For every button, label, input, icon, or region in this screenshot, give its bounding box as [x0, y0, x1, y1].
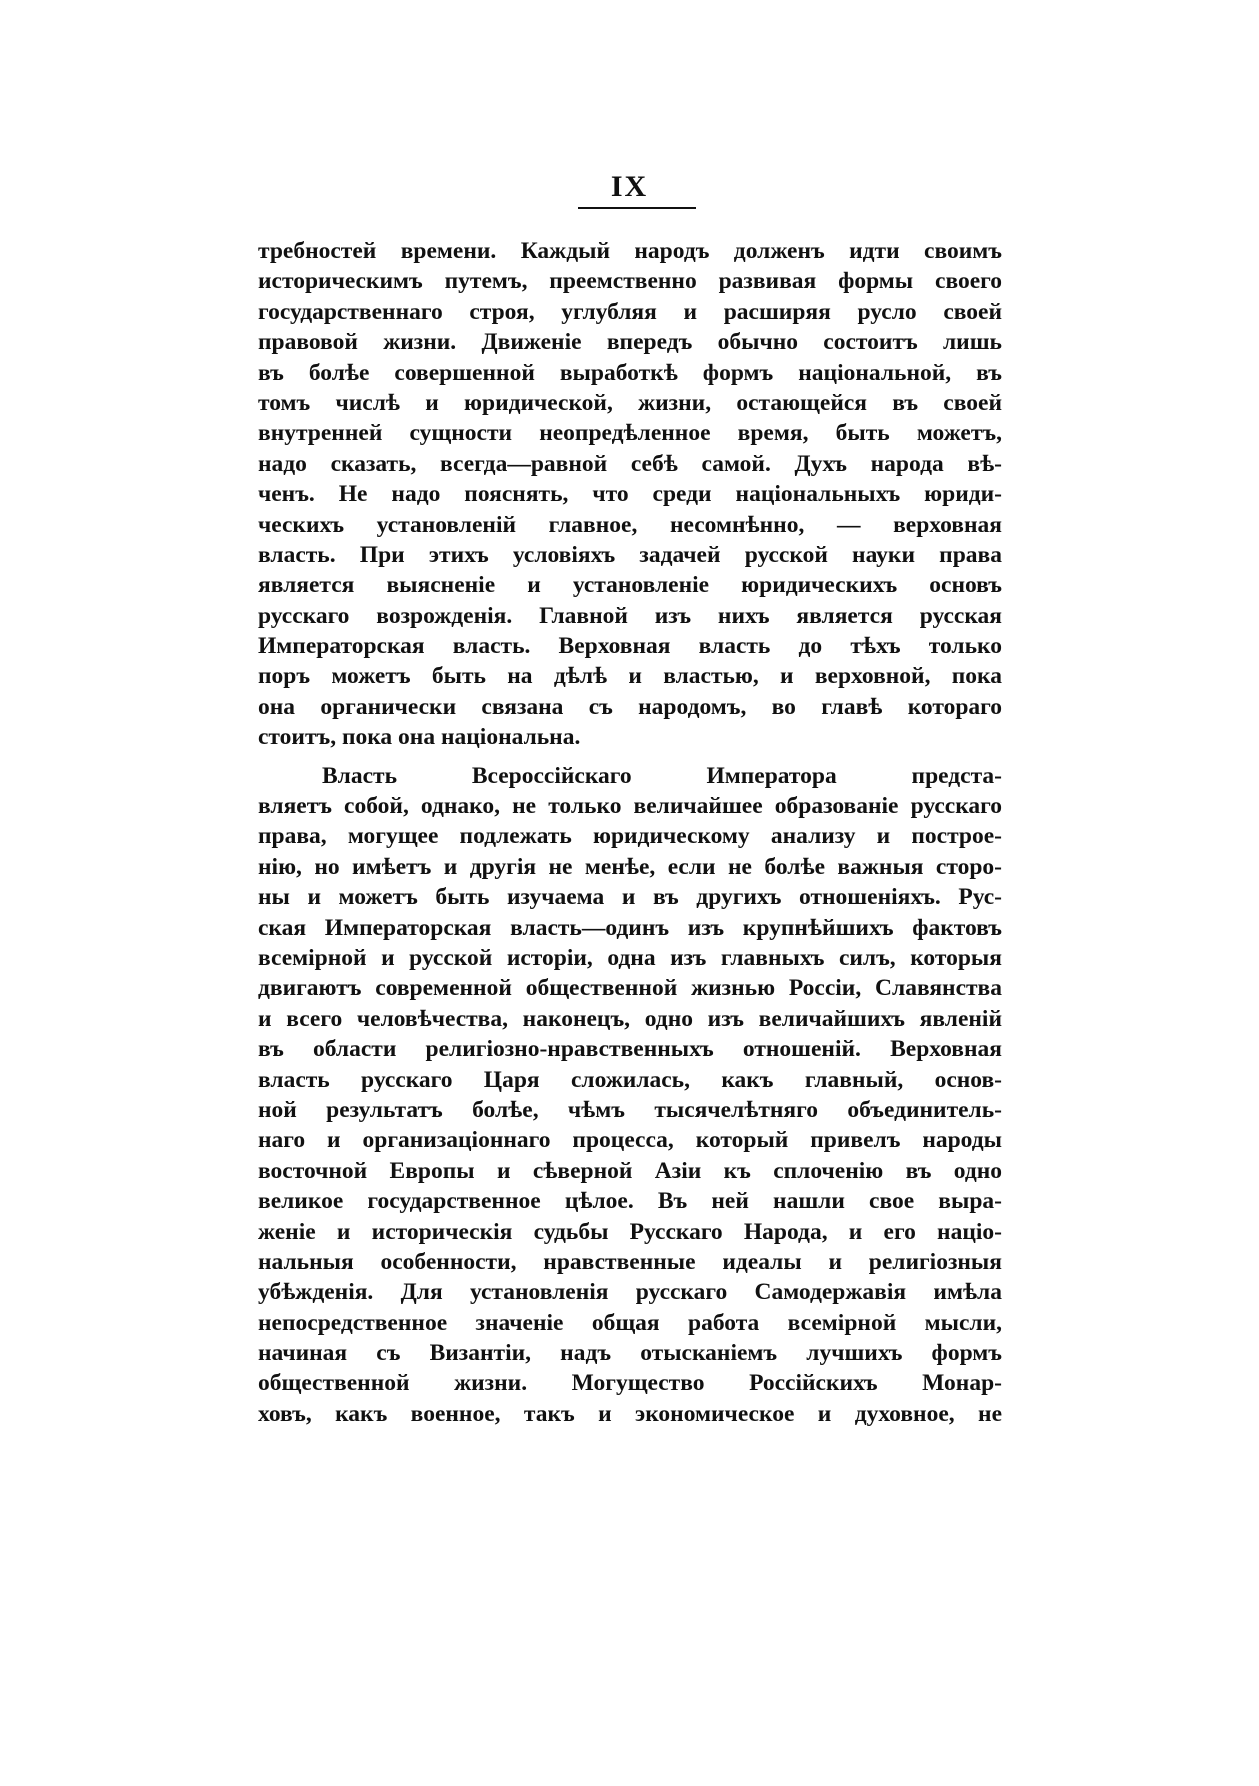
text-line: вляетъ собой, однако, не только величайшее образованіе русскаго — [258, 793, 1002, 820]
text-line: надо сказать, всегда—равной себѣ самой. Духъ народа вѣ- — [258, 450, 1002, 477]
text-line: наго и организаціоннаго процесса, который привелъ народы — [258, 1127, 1002, 1154]
text-line: нальныя особенности, нравственные идеалы и религіозныя — [258, 1248, 1002, 1275]
text-line: ская Императорская власть—одинъ изъ крупнѣйшихъ фактовъ — [258, 914, 1002, 941]
body-text — [258, 236, 1002, 1429]
text-line: власть. При этихъ условіяхъ задачей русской науки права — [258, 541, 1002, 568]
text-line: Власть Всероссійскаго Императора предста- — [322, 762, 1002, 789]
text-line: непосредственное значеніе общая работа всемірной мысли, — [258, 1309, 1002, 1336]
text-line: ховъ, какъ военное, такъ и экономическое и духовное, не — [258, 1400, 1002, 1427]
text-line: въ области религіозно-нравственныхъ отношеній. Верховная — [258, 1036, 1002, 1063]
text-line: она органически связана съ народомъ, во главѣ котораго — [258, 693, 1002, 720]
header-rule — [578, 207, 696, 209]
text-line: государственнаго строя, углубляя и расширяя русло своей — [258, 298, 1002, 325]
text-line: внутренней сущности неопредѣленное время, быть можетъ, — [258, 420, 1002, 447]
page-header — [0, 170, 1259, 204]
text-line: восточной Европы и сѣверной Азіи къ сплоченію въ одно — [258, 1157, 1002, 1184]
text-line: великое государственное цѣлое. Въ ней нашли свое выра- — [258, 1188, 1002, 1215]
text-line: русскаго возрожденія. Главной изъ нихъ является русская — [258, 602, 1002, 629]
text-line: ной результатъ болѣе, чѣмъ тысячелѣтняго объединитель- — [258, 1096, 1002, 1123]
text-line: женіе и историческія судьбы Русскаго Народа, и его націо- — [258, 1218, 1002, 1245]
text-line: убѣжденія. Для установленія русскаго Самодержавія имѣла — [258, 1279, 1002, 1306]
text-line: историческимъ путемъ, преемственно развивая формы своего — [258, 268, 1002, 295]
text-line: стоитъ, пока она національна. — [258, 724, 581, 751]
text-line: и всего человѣчества, наконецъ, одно изъ величайшихъ явленій — [258, 1005, 1002, 1032]
page-number: IX — [610, 170, 649, 203]
paragraph-1 — [258, 236, 1002, 753]
text-line: общественной жизни. Могущество Россійскихъ Монар- — [258, 1370, 1002, 1397]
text-line: ческихъ установленій главное, несомнѣнно, — верховная — [258, 511, 1002, 538]
text-line: права, могущее подлежать юридическому анализу и построе- — [258, 823, 1002, 850]
text-line: является выясненіе и установленіе юридическихъ основъ — [258, 572, 1002, 599]
text-line: правовой жизни. Движеніе впередъ обычно состоитъ лишь — [258, 329, 1002, 356]
text-line: ченъ. Не надо пояснять, что среди національныхъ юриди- — [258, 481, 1002, 508]
text-line: двигаютъ современной общественной жизнью Россіи, Славянства — [258, 975, 1002, 1002]
text-line: въ болѣе совершенной выработкѣ формъ національной, въ — [258, 359, 1002, 386]
text-line: поръ можетъ быть на дѣлѣ и властью, и верховной, пока — [258, 663, 1002, 690]
text-line: власть русскаго Царя сложилась, какъ главный, основ- — [258, 1066, 1002, 1093]
text-line: Императорская власть. Верховная власть до тѣхъ только — [258, 633, 1002, 660]
text-line: нію, но имѣетъ и другія не менѣе, если не болѣе важныя сторо- — [258, 853, 1002, 880]
text-line: всемірной и русской исторіи, одна изъ главныхъ силъ, которыя — [258, 944, 1002, 971]
text-line: томъ числѣ и юридической, жизни, остающейся въ своей — [258, 389, 1002, 416]
text-line: ны и можетъ быть изучаема и въ другихъ отношеніяхъ. Рус- — [258, 884, 1002, 911]
paragraph-2 — [258, 761, 1002, 1430]
text-line: начиная съ Византіи, надъ отысканіемъ лучшихъ формъ — [258, 1340, 1002, 1367]
text-line: требностей времени. Каждый народъ долженъ идти своимъ — [258, 238, 1002, 264]
